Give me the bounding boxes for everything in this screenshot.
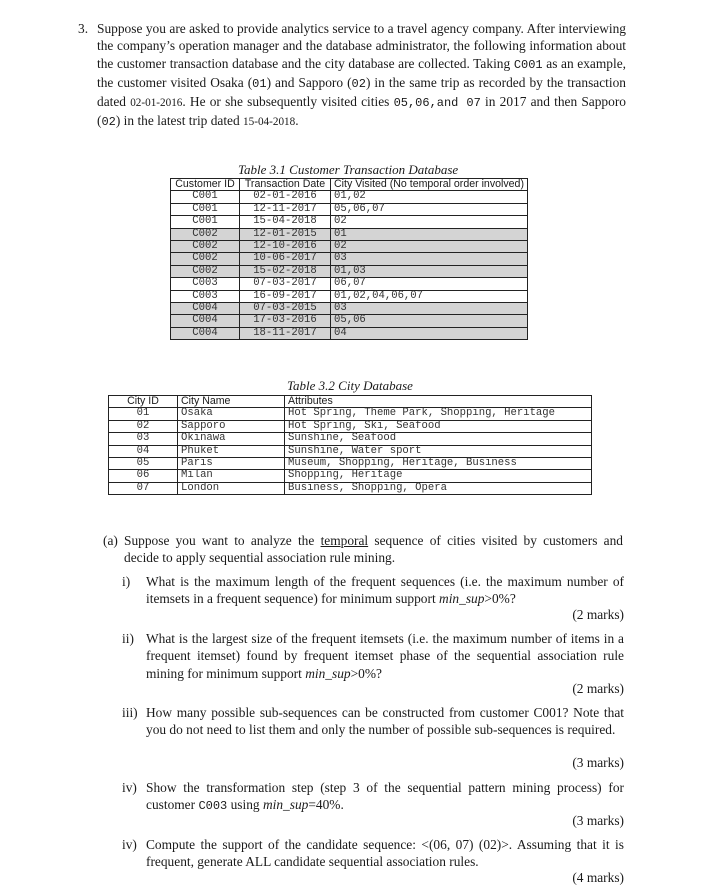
column-header: City ID: [109, 396, 178, 408]
table-cell: Sunshine, Seafood: [285, 433, 592, 445]
table-cell: Hot Spring, Theme Park, Shopping, Heritage: [285, 408, 592, 420]
table-row: [171, 241, 528, 253]
table-cell: 01,02: [331, 191, 528, 203]
table-cell: 02: [331, 241, 528, 253]
table-cell: 01,02,04,06,07: [331, 290, 528, 302]
sub-question-iv-b: iv) Compute the support of the candidate sequence: <(06, 07) (02)>. Assuming that it is frequent, generate ALL candidate sequential association rules.: [122, 837, 624, 870]
city-database-table: [108, 395, 592, 495]
sub-question-ii: ii) What is the largest size of the frequent itemsets (i.e. the maximum number of items in a frequent itemset) found by frequent itemset phase of the sequential association rule mining for minimum support min_sup>0%?: [122, 631, 624, 681]
table-row: [171, 216, 528, 228]
table-cell: 01,03: [331, 265, 528, 277]
table-cell: C001: [171, 191, 240, 203]
table-cell: Museum, Shopping, Heritage, Business: [285, 458, 592, 470]
part-a: [103, 532, 623, 567]
table-cell: 07-03-2015: [240, 303, 331, 315]
sub-question-i: i) What is the maximum length of the frequent sequences (i.e. the maximum number of itemsets in a frequent sequence) for minimum support min_sup>0%?: [122, 574, 624, 607]
table-cell: C002: [171, 253, 240, 265]
table-header-row: [109, 396, 592, 408]
table-cell: C004: [171, 303, 240, 315]
table-row: [109, 482, 592, 494]
table-cell: 15-02-2018: [240, 265, 331, 277]
table-row: [109, 470, 592, 482]
table-cell: 12-11-2017: [240, 203, 331, 215]
table-cell: 01: [109, 408, 178, 420]
table-row: [109, 408, 592, 420]
marks-iv: (3 marks): [572, 813, 624, 828]
table-row: [171, 228, 528, 240]
table-cell: 12-10-2016: [240, 241, 331, 253]
table-cell: 02: [331, 216, 528, 228]
table-cell: 16-09-2017: [240, 290, 331, 302]
table-cell: C001: [171, 203, 240, 215]
question-intro: Suppose you are asked to provide analytics service to a travel agency company. After interviewing the company’s operation manager and the database administrator, the following information about the customer transaction database and the city database are collected. Taking C001 as an example, the customer visited Osaka (01) and Sapporo (02) in the same trip as recorded by the transaction dated 02-01-2016. He or she subsequently visited cities 05,06,and 07 in 2017 and then Sapporo (02) in the latest trip dated 15-04-2018.: [97, 21, 626, 130]
table-cell: 04: [109, 445, 178, 457]
table-cell: Shopping, Heritage: [285, 470, 592, 482]
table-cell: Milan: [178, 470, 285, 482]
sub-question-iv: iv) Show the transformation step (step 3 of the sequential pattern mining process) for customer C003 using min_sup=40%.: [122, 780, 624, 814]
marks-iv-b: (4 marks): [572, 870, 624, 885]
table-cell: Okinawa: [178, 433, 285, 445]
table-cell: Hot Spring, Ski, Seafood: [285, 420, 592, 432]
column-header: Transaction Date: [240, 179, 331, 191]
table-cell: C002: [171, 241, 240, 253]
table-cell: Sapporo: [178, 420, 285, 432]
table-cell: 03: [331, 253, 528, 265]
column-header: Customer ID: [171, 179, 240, 191]
table-cell: 18-11-2017: [240, 327, 331, 339]
table-row: [171, 278, 528, 290]
table-cell: 03: [109, 433, 178, 445]
customer-transaction-table: [170, 178, 528, 340]
column-header: Attributes: [285, 396, 592, 408]
table-cell: 17-03-2016: [240, 315, 331, 327]
part-a-label: (a): [103, 533, 118, 548]
column-header: City Visited (No temporal order involved): [331, 179, 528, 191]
table-cell: C003: [171, 278, 240, 290]
table-cell: C003: [171, 290, 240, 302]
table-cell: 05,06: [331, 315, 528, 327]
table-cell: Phuket: [178, 445, 285, 457]
table-row: [109, 433, 592, 445]
table-cell: 02-01-2016: [240, 191, 331, 203]
marks-ii: (2 marks): [572, 681, 624, 696]
table-cell: 06,07: [331, 278, 528, 290]
part-a-text: Suppose you want to analyze the temporal sequence of cities visited by customers and decide to apply sequential association rule mining.: [124, 533, 623, 566]
table-cell: 07-03-2017: [240, 278, 331, 290]
question-number: 3.: [78, 21, 89, 36]
table-row: [171, 265, 528, 277]
table-cell: 06: [109, 470, 178, 482]
table-cell: C002: [171, 228, 240, 240]
table-row: [171, 327, 528, 339]
table1-caption: Table 3.1 Customer Transaction Database: [238, 162, 459, 177]
table-cell: Sunshine, Water sport: [285, 445, 592, 457]
table-cell: 07: [109, 482, 178, 494]
table-cell: 05,06,07: [331, 203, 528, 215]
table-cell: 02: [109, 420, 178, 432]
question-3: [78, 20, 626, 132]
table-cell: 10-06-2017: [240, 253, 331, 265]
marks-iii: (3 marks): [572, 755, 624, 770]
table-row: [171, 290, 528, 302]
table2-caption: Table 3.2 City Database: [287, 378, 413, 393]
table-cell: Osaka: [178, 408, 285, 420]
table-row: [171, 315, 528, 327]
table-cell: C001: [171, 216, 240, 228]
table-cell: C004: [171, 315, 240, 327]
table-row: [171, 253, 528, 265]
table-cell: 03: [331, 303, 528, 315]
code-c001: C001: [513, 57, 543, 72]
table-row: [109, 445, 592, 457]
table-cell: 05: [109, 458, 178, 470]
table-row: [171, 303, 528, 315]
table-cell: Business, Shopping, Opera: [285, 482, 592, 494]
table-cell: 01: [331, 228, 528, 240]
table-cell: C002: [171, 265, 240, 277]
table-row: [171, 191, 528, 203]
table-row: [109, 458, 592, 470]
table-row: [171, 203, 528, 215]
table-cell: 12-01-2015: [240, 228, 331, 240]
sub-question-iii: iii) How many possible sub-sequences can be constructed from customer C001? Note that you do not need to list them and only the number of possible sub-sequences is required.: [122, 705, 624, 738]
table-cell: London: [178, 482, 285, 494]
table-cell: 15-04-2018: [240, 216, 331, 228]
table-cell: C004: [171, 327, 240, 339]
column-header: City Name: [178, 396, 285, 408]
table-cell: 04: [331, 327, 528, 339]
table-header-row: [171, 179, 528, 191]
table-row: [109, 420, 592, 432]
marks-i: (2 marks): [572, 607, 624, 622]
table-cell: Paris: [178, 458, 285, 470]
